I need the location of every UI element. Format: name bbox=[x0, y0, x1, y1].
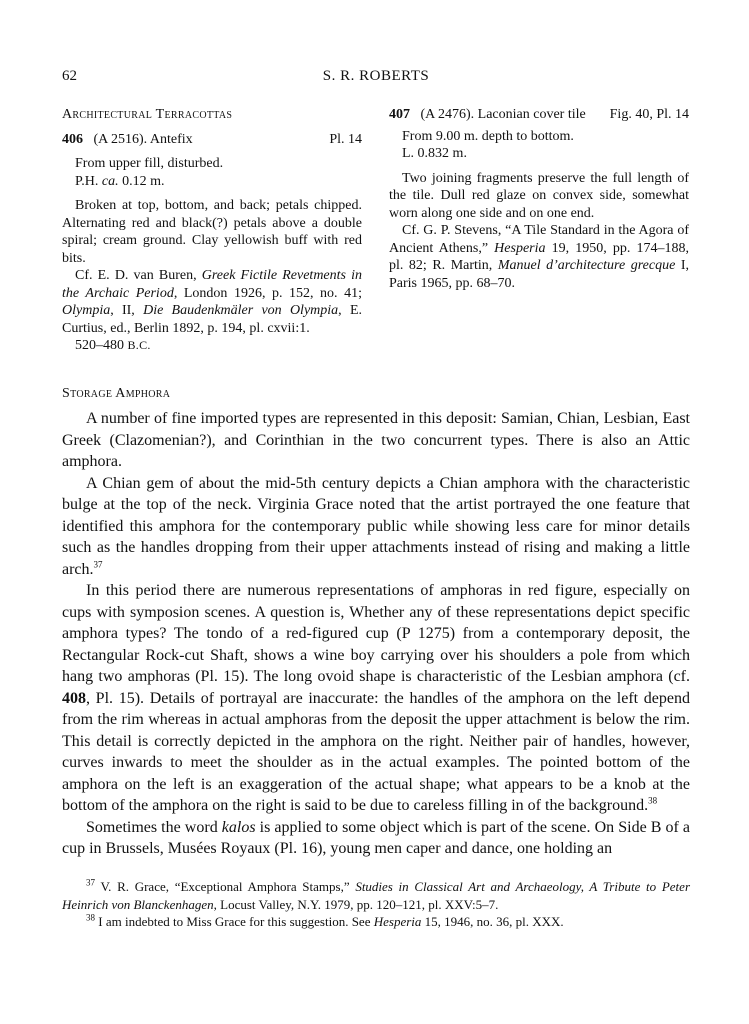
entry-number: 407 bbox=[389, 107, 410, 122]
entry-dimension: P.H. ca. 0.12 m. bbox=[75, 173, 165, 189]
footnote-38: $^{38}$ I am indebted to Miss Grace for this suggestion. See Hesperia 15, 1946, no. 36, pl. XXX. bbox=[86, 912, 564, 929]
plate-ref: Pl. 14 bbox=[329, 131, 362, 147]
paragraph: A Chian gem of about the mid-5th century depicts a Chian amphora with the characteristic bulge at the top of the neck. Virginia Grace noted that the artist portrayed the one feature that identified this amphora for the contemporary public while showing less care for minor details such as the handles dropping from their upper attachments instead of rising and making a little arch.$^{37}$ bbox=[62, 474, 690, 578]
entry-407-heading bbox=[389, 106, 689, 124]
entry-title: (A 2476). Laconian cover tile bbox=[420, 107, 586, 122]
entry-dimension: L. 0.832 m. bbox=[402, 146, 467, 161]
running-head: S. R. ROBERTS bbox=[322, 68, 430, 84]
footnote-ref: 38 bbox=[648, 795, 658, 806]
footnotes bbox=[62, 878, 690, 931]
footnote-37: $^{37}$ V. R. Grace, “Exceptional Amphora Stamps,” Studies in Classical Art and Archaeology, A Tribute to Peter Heinrich von Blanckenhagen, Locust Valley, N.Y. 1979, pp. 120–121, pl. XXV:5–7. bbox=[62, 877, 690, 912]
page-header bbox=[62, 68, 690, 88]
section-title: Storage Amphora bbox=[62, 386, 171, 401]
entry-number: 406 bbox=[62, 131, 83, 147]
right-column bbox=[389, 106, 689, 292]
left-column bbox=[62, 106, 362, 355]
section-label: Architectural Terracottas bbox=[62, 107, 233, 122]
entry-description: Broken at top, bottom, and back; petals chipped. Alternating red and black(?) petals above a double spiral; cream ground. Clay yellowish buff with red bits. bbox=[62, 198, 362, 266]
plate-ref: Fig. 40, Pl. 14 bbox=[609, 107, 689, 122]
page-number: 62 bbox=[62, 68, 77, 84]
main-body bbox=[62, 408, 690, 860]
entry-406-heading bbox=[62, 131, 362, 149]
entry-ref: 408 bbox=[62, 689, 86, 707]
entry-provenance: From 9.00 m. depth to bottom. bbox=[402, 128, 574, 144]
entry-title: (A 2516). Antefix bbox=[93, 131, 193, 147]
paragraph: Sometimes the word kalos is applied to some object which is part of the scene. On Side B of a cup in Brussels, Musées Royaux (Pl. 16), young men caper and dance, one holding an bbox=[62, 818, 691, 857]
entry-comparanda: Cf. G. P. Stevens, “A Tile Standard in the Agora of Ancient Athens,” Hesperia 19, 1950, pp. 174–188, pl. 82; R. Martin, Manuel d’architecture grecque I, Paris 1965, pp. 68–70. bbox=[389, 223, 689, 291]
entry-comparanda: Cf. E. D. van Buren, Greek Fictile Revetments in the Archaic Period, London 1926, p. 152, no. 41; Olympia, II, Die Baudenkmäler von Olympia, E. Curtius, ed., Berlin 1892, p. 194, pl. cxvii:1. bbox=[62, 268, 362, 336]
entry-date: 520–480 B.C. bbox=[75, 338, 151, 353]
paragraph: In this period there are numerous representations of amphoras in red figure, especially on cups with symposion scenes. A question is, Whether any of these representations depict specific amphora types? The tondo of a red-figured cup (P 1275) from a contemporary deposit, the Rectangular Rock-cut Shaft, shows a wine boy carrying over his shoulders a pole from which hang two amphoras (Pl. 15). The long ovoid shape is characteristic of the Lesbian amphora (cf. 408, Pl. 15). Details of portrayal are inaccurate: the handles of the amphora on the left depend from the rim whereas in actual amphoras from the deposit the upper attachment is below the rim. This detail is correctly depicted in the amphora on the right. Neither pair of handles, however, curves inwards to meet the shoulder as in the actual examples. The pointed bottom of the amphora on the left is an exaggeration of the actual shape; what appears to be a knob at the bottom of the amphora on the right is said to be due to careless filling in of the background.$^{38}$ bbox=[62, 582, 690, 814]
paragraph: A number of fine imported types are represented in this deposit: Samian, Chian, Lesbian, East Greek (Clazomenian?), and Corinthian in the two concurrent types. There is also an Attic amphora. bbox=[62, 410, 690, 470]
footnote-ref: 37 bbox=[93, 559, 103, 570]
entry-description: Two joining fragments preserve the full length of the tile. Dull red glaze on convex side, somewhat worn along one side and on one end. bbox=[389, 170, 689, 221]
entry-provenance: From upper fill, disturbed. bbox=[75, 156, 224, 171]
